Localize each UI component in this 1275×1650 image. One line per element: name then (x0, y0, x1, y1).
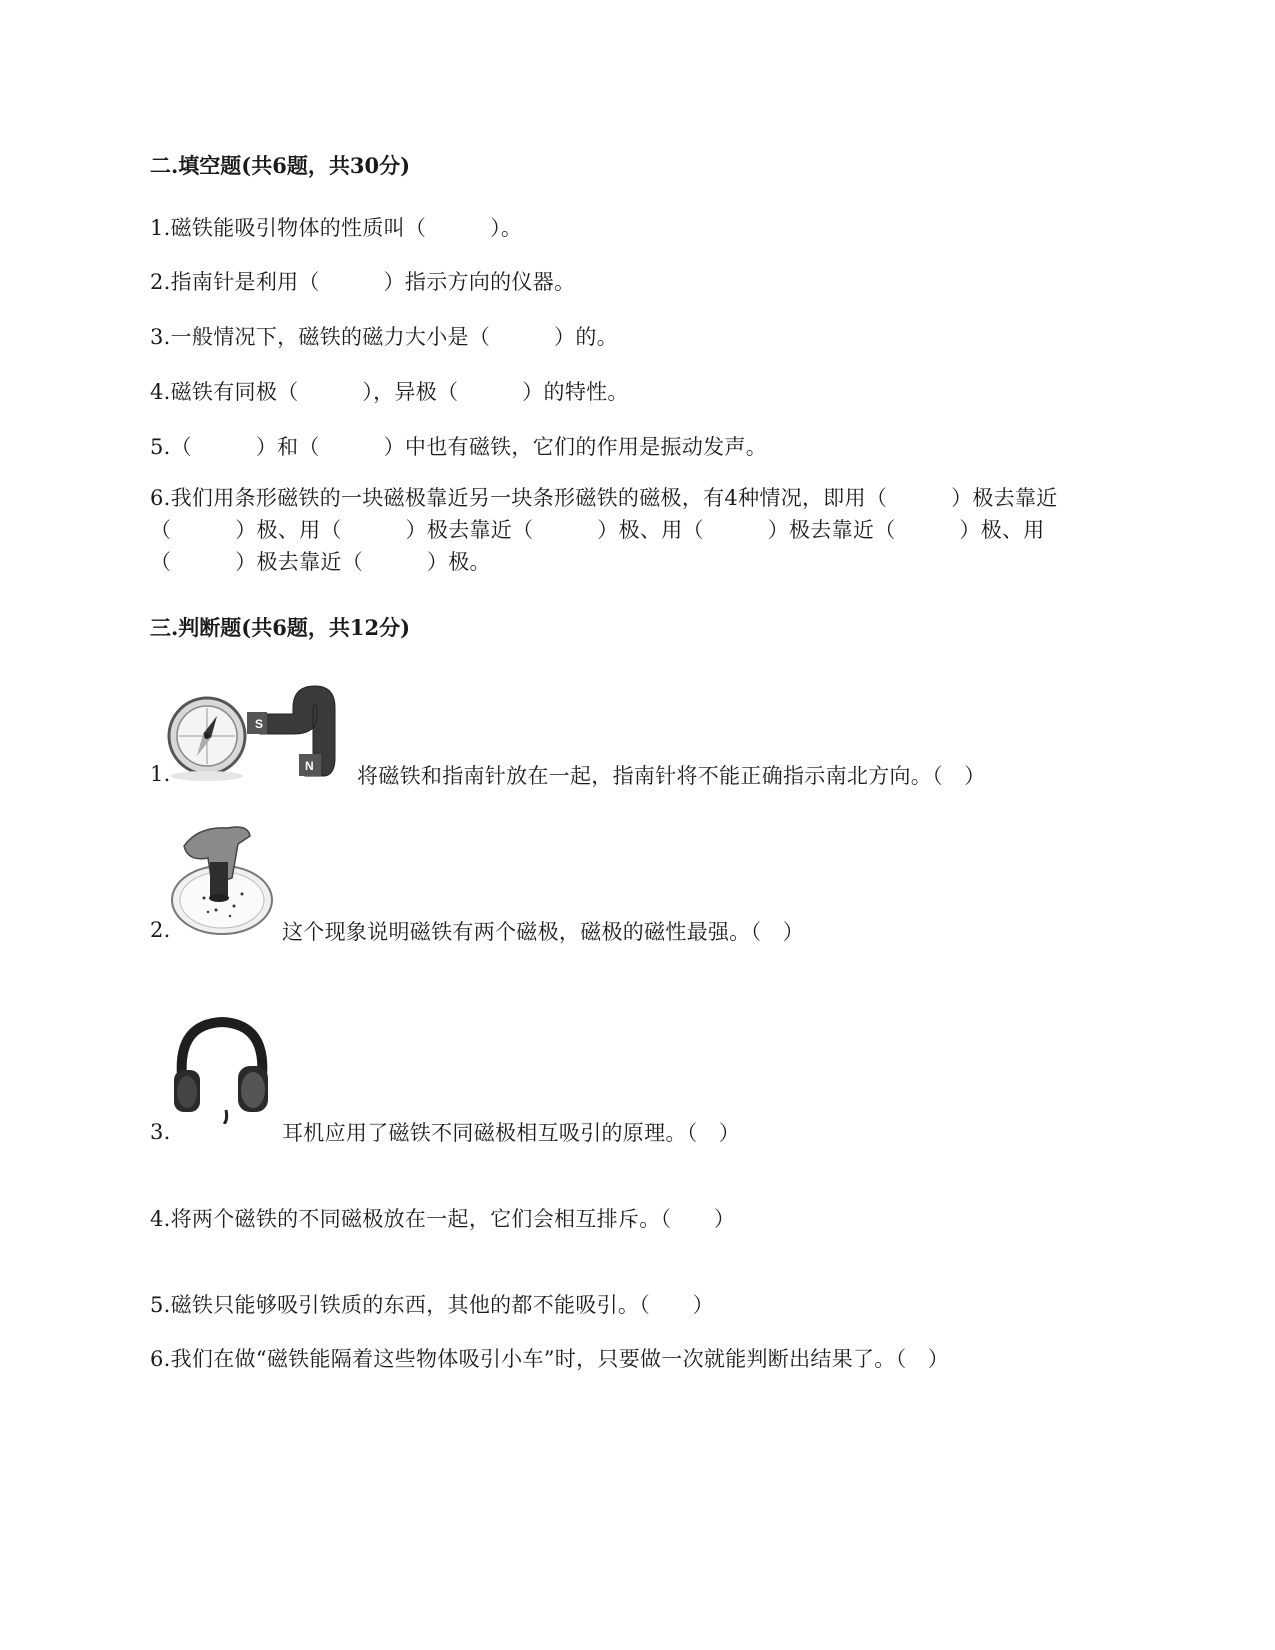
judge-question-1-number: 1. (150, 762, 171, 786)
fill-question-5: 5.（ ）和（ ）中也有磁铁，它们的作用是振动发声。 (150, 435, 768, 459)
section-3-title: 三.判断题(共6题，共12分) (150, 615, 411, 640)
judge-question-2-text: 这个现象说明磁铁有两个磁极，磁极的磁性最强。（ ） (282, 920, 804, 944)
magnet-dish-image (168, 818, 280, 938)
headphones-image (168, 1014, 276, 1124)
judge-question-3-text: 耳机应用了磁铁不同磁极相互吸引的原理。（ ） (282, 1121, 741, 1145)
fill-question-6: 6.我们用条形磁铁的一块磁极靠近另一块条形磁铁的磁极，有4种情况，即用（ ）极去靠近（ ）极、用（ ）极去靠近（ ）极、用（ ）极去靠近（ ）极、用（ ）极去靠近（ ）极。 (150, 486, 1058, 574)
judge-question-1-text: 将磁铁和指南针放在一起，指南针将不能正确指示南北方向。（ ） (357, 764, 986, 788)
fill-question-3: 3.一般情况下，磁铁的磁力大小是（ ）的。 (150, 325, 618, 349)
judge-question-3-number: 3. (150, 1120, 171, 1144)
judge-question-4: 4.将两个磁铁的不同磁极放在一起，它们会相互排斥。（ ） (150, 1207, 736, 1231)
section-2-title: 二.填空题(共6题，共30分) (150, 153, 411, 178)
fill-question-2: 2.指南针是利用（ ）指示方向的仪器。 (150, 270, 576, 294)
fill-question-4: 4.磁铁有同极（ ），异极（ ）的特性。 (150, 380, 629, 404)
judge-question-5: 5.磁铁只能够吸引铁质的东西，其他的都不能吸引。（ ） (150, 1293, 714, 1317)
fill-question-1: 1.磁铁能吸引物体的性质叫（ ）。 (150, 216, 523, 240)
horseshoe-magnet-icon (247, 686, 335, 776)
judge-question-6: 6.我们在做“磁铁能隔着这些物体吸引小车”时，只要做一次就能判断出结果了。（ ） (150, 1347, 950, 1371)
compass-magnet-image (165, 676, 365, 786)
magnet-n-label: N (305, 759, 314, 773)
judge-question-2-number: 2. (150, 918, 171, 942)
compass-icon (169, 698, 245, 781)
headphones-icon (174, 1022, 268, 1124)
magnet-s-label: S (255, 717, 264, 731)
